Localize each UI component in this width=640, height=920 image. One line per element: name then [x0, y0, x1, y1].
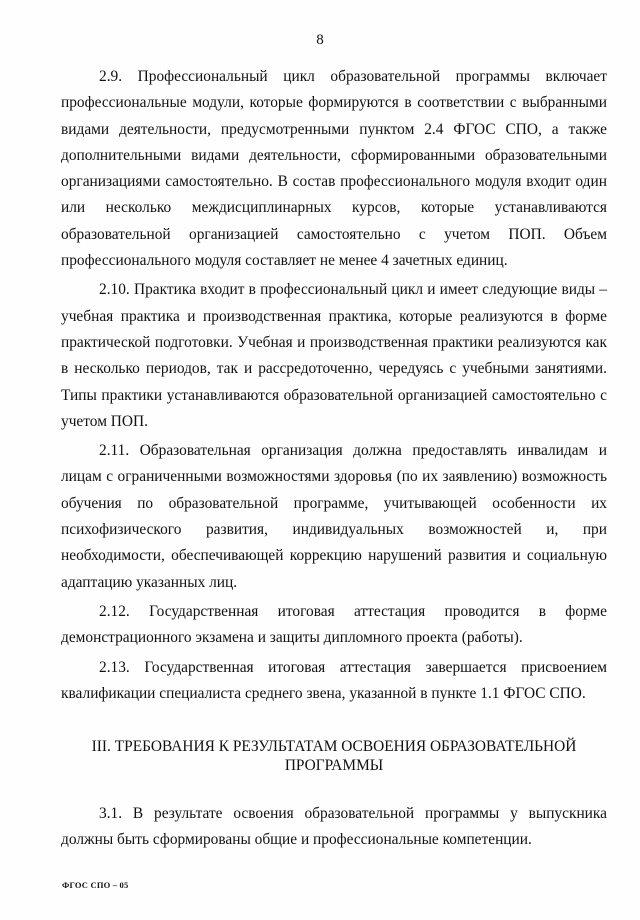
paragraph-2-12: 2.12. Государственная итоговая аттестация проводится в форме демонстрационного экзамена и защиты дипломного проекта (работы). — [61, 602, 607, 647]
paragraph-2-11: 2.11. Образовательная организация должна предоставлять инвалидам и лицам с ограниченными возможностями здоровья (по их заявлению) возможность обучения по образовательной программе, учитывающей особенности их психофизического развития, индивидуальных возможностей и, при необходимости, обеспечивающей коррекцию нарушений развития и социальную адаптацию указанных лиц. — [61, 442, 607, 591]
section-heading-line-2: ПРОГРАММЫ — [284, 757, 384, 775]
section-heading-line-1: III. ТРЕБОВАНИЯ К РЕЗУЛЬТАТАМ ОСВОЕНИЯ ОБРАЗОВАТЕЛЬНОЙ — [91, 738, 577, 756]
document-body — [61, 64, 607, 854]
page-footer: ФГОС СПО – 05 — [62, 880, 129, 890]
paragraph-2-10: 2.10. Практика входит в профессиональный цикл и имеет следующие виды – учебная практика и производственная практика, которые реализуются в форме практической подготовки. Учебная и производственная практики реализуются как в несколько периодов, так и рассредоточенно, чередуясь с учебными занятиями. Типы практики устанавливаются образовательной организацией самостоятельно с учетом ПОП. — [61, 281, 607, 430]
page-number: 8 — [316, 32, 324, 48]
section-heading — [61, 737, 607, 775]
paragraph-2-9: 2.9. Профессиональный цикл образовательной программы включает профессиональные модули, которые формируются в соответствии с выбранными видами деятельности, предусмотренными пунктом 2.4 ФГОС СПО, а также дополнительными видами деятельности, сформированными образовательными организациями самостоятельно. В состав профессионального модуля входит один или несколько междисциплинарных курсов, которые устанавливаются образовательной организацией самостоятельно с учетом ПОП. Объем профессионального модуля составляет не менее 4 зачетных единиц. — [61, 68, 607, 270]
paragraph-3-1: 3.1. В результате освоения образовательной программы у выпускника должны быть сформированы общие и профессиональные компетенции. — [61, 805, 607, 849]
paragraph-2-13: 2.13. Государственная итоговая аттестация завершается присвоением квалификации специалиста среднего звена, указанной в пункте 1.1 ФГОС СПО. — [61, 658, 607, 702]
